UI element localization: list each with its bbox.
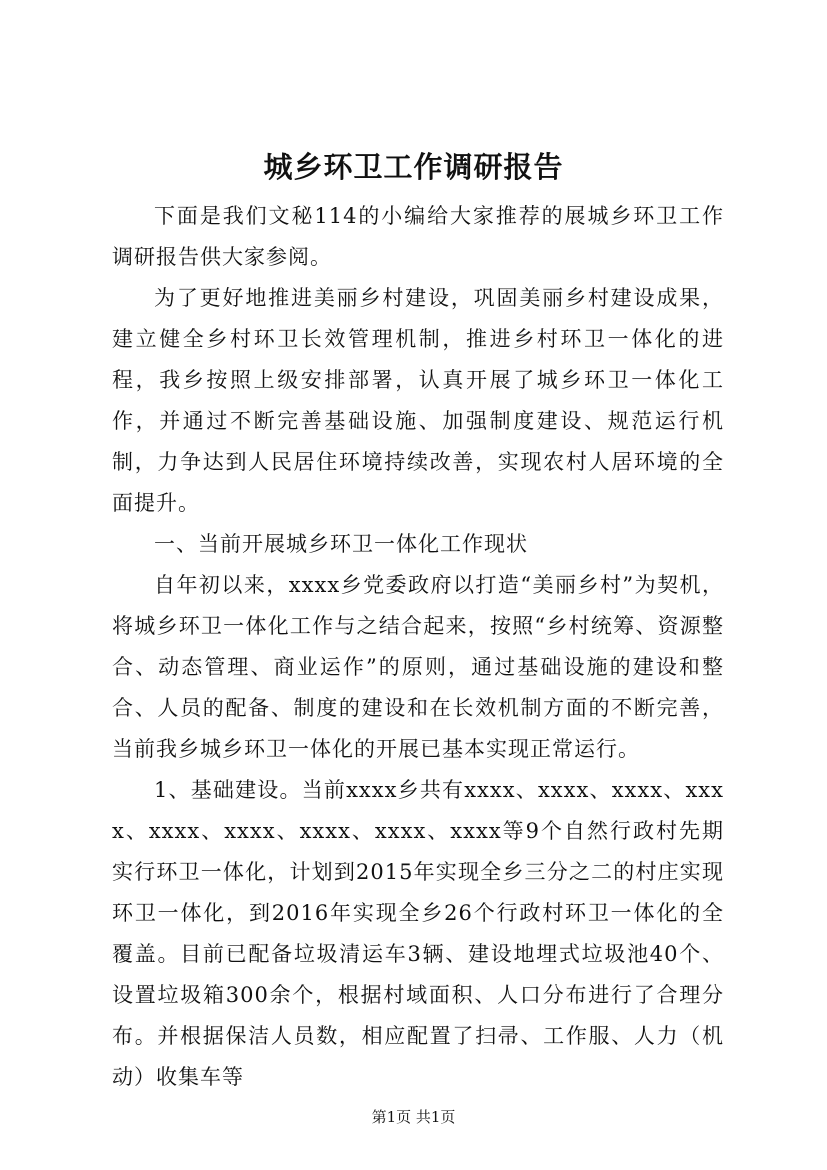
paragraph-background: 为了更好地推进美丽乡村建设，巩固美丽乡村建设成果，建立健全乡村环卫长效管理机制，推进乡村环卫一体化的进程，我乡按照上级安排部署，认真开展了城乡环卫一体化工作，并通过不断完善基础设施、加强制度建设、规范运行机制，力争达到人民居住环境持续改善，实现农村人居环境的全面提升。: [112, 286, 724, 515]
page-number-footer: 第1页 共1页: [371, 1108, 456, 1126]
document-title: 城乡环卫工作调研报告: [263, 150, 564, 184]
paragraph-intro: 下面是我们文秘114的小编给大家推荐的展城乡环卫工作调研报告供大家参阅。: [112, 204, 724, 269]
paragraph-infrastructure: 1、基础建设。当前xxxx乡共有xxxx、xxxx、xxxx、xxxx、xxxx、xxxx、xxxx、xxxx、xxxx等9个自然行政村先期实行环卫一体化，计划到2015年实现全乡三分之二的村庄实现环卫一体化，到2016年实现全乡26个行政村环卫一体化的全覆盖。目前已配备垃圾清运车3辆、建设地埋式垃圾池40个、设置垃圾箱300余个，根据村域面积、人口分布进行了合理分布。并根据保洁人员数，相应配置了扫帚、工作服、人力（机动）收集车等: [112, 778, 724, 1089]
paragraph-status-overview: 自年初以来，xxxx乡党委政府以打造“美丽乡村”为契机，将城乡环卫一体化工作与之结合起来，按照“乡村统筹、资源整合、动态管理、商业运作”的原则，通过基础设施的建设和整合、人员的配备、制度的建设和在长效机制方面的不断完善，当前我乡城乡环卫一体化的开展已基本实现正常运行。: [112, 573, 724, 761]
section-heading-current-status: 一、当前开展城乡环卫一体化工作现状: [154, 532, 528, 556]
document-body: [112, 196, 724, 1098]
